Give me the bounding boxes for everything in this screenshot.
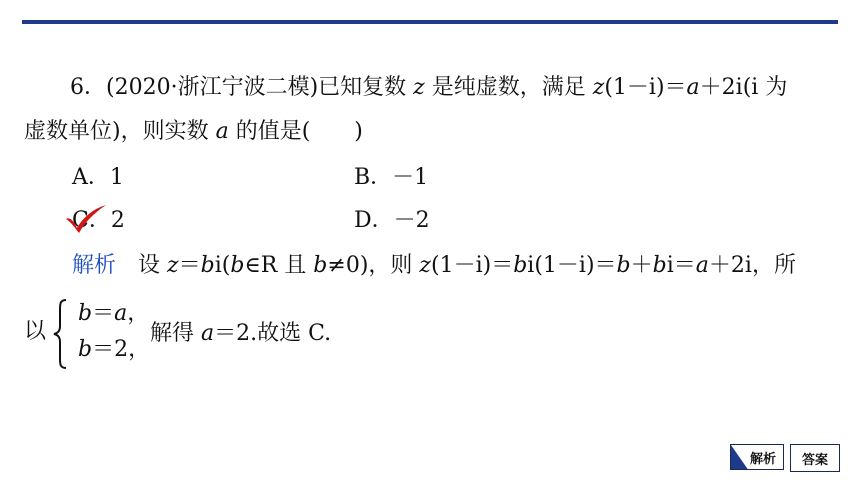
bottom-nav [730, 444, 840, 472]
analysis-label: 解析 [72, 253, 117, 278]
analysis-button[interactable]: 解析 [730, 444, 784, 470]
top-rule [22, 20, 838, 24]
check-mark-icon [64, 204, 108, 234]
analysis-line-1: 解析 设 z＝bi(b∈R 且 b≠0)，则 z(1－i)＝bi(1－i)＝b＋bi＝a＋2i，所 [72, 253, 796, 278]
option-c[interactable]: C．2 [72, 208, 125, 233]
triangle-corner-icon [731, 445, 749, 470]
option-a[interactable]: A．1 [72, 165, 124, 190]
left-brace-icon [50, 298, 70, 370]
option-d[interactable]: D．－2 [354, 208, 430, 233]
question-line-2: 虚数单位)，则实数 a 的值是( ) [24, 119, 363, 144]
question-number: 6． [70, 75, 106, 100]
analysis-conclusion: 解得 a＝2.故选 C. [150, 321, 332, 346]
option-b[interactable]: B．－1 [354, 165, 429, 190]
case-row-1: b＝a， [78, 301, 150, 326]
question-source: (2020·浙江宁波二模) [106, 75, 319, 100]
answer-button[interactable]: 答案 [790, 444, 840, 472]
case-system [24, 298, 164, 370]
analysis-prefix: 以 [24, 319, 47, 344]
question-line-1: 6．(2020·浙江宁波二模)已知复数 z 是纯虚数，满足 z(1－i)＝a＋2i(i 为 [70, 75, 788, 100]
case-row-2: b＝2， [78, 337, 151, 362]
